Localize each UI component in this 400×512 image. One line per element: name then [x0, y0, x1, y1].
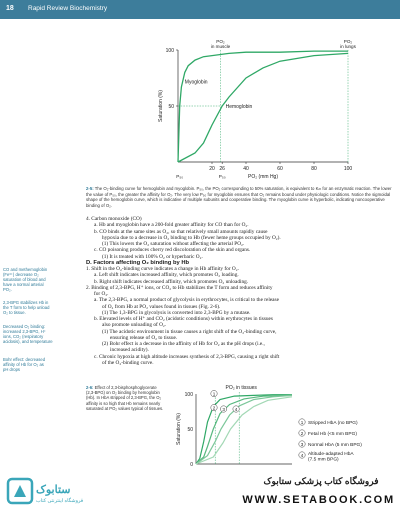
sidebar-note-line: acidosis), and temperature: [3, 339, 53, 344]
sidebar-note-line: CO and methemoglobin: [3, 267, 48, 272]
sidebar-note-line: 2,3-BPG stabilizes Hb in: [3, 300, 49, 305]
sidebar-note-line: ions, CO₂ (respiratory: [3, 334, 44, 339]
body-line: also promote unloading of O₂.: [102, 322, 167, 329]
sidebar-note-line: affinity of Hb for O₂ as: [3, 362, 44, 367]
sidebar-note-line: the T form to help unload: [3, 305, 50, 310]
y-tick-label: 100: [165, 48, 174, 54]
shop-name: فروشگاه کتاب پزشکی ستابوک: [263, 476, 379, 486]
figure-caption-line: tissues.: [147, 405, 164, 411]
logo-subtext: فروشگاه اینترنتی کتاب: [36, 498, 84, 504]
body-line: 4. Carbon monoxide (CO): [86, 216, 142, 222]
sidebar-note-line: Decreased O₂ binding:: [3, 324, 46, 329]
body-line: (2) Bohr effect is a decrease in the affinity of Hb for O₂ as the pH drops (i.e.,: [102, 341, 265, 347]
sidebar-note-line: increased 2,3-BPG, H⁺: [3, 329, 46, 334]
series-marker-number: 1: [212, 391, 216, 397]
x-tick-label: 100: [343, 166, 353, 172]
figure-label: 2-6:: [86, 385, 94, 390]
y-tick-label: 50: [168, 104, 174, 110]
series-line-2: [196, 395, 292, 464]
y-axis-label: Saturation (%): [158, 90, 164, 122]
series-marker-number: 4: [234, 406, 238, 412]
x-tick-label: 80: [311, 166, 317, 172]
page-header: [0, 0, 400, 19]
legend-label: (7.5 mm BPG): [308, 457, 339, 463]
p50-label: P₅₀: [218, 174, 226, 179]
series-label-hemoglobin: Hemoglobin: [225, 104, 253, 111]
body-line: (1) The acidotic environment in tissue causes a right shift of the O₂-binding curve,: [102, 328, 277, 335]
legend-marker-number: 3: [300, 441, 304, 447]
sidebar-note-line: (Fe³⁺) decrease O₂: [3, 272, 39, 277]
body-line: (1) This lowers the O₂ saturation without affecting the arterial PO₂.: [102, 241, 245, 247]
sidebar-note-line: pH drops: [3, 367, 20, 372]
body-line: a. The 2,3-BPG, a normal product of glycolysis in erythrocytes, is critical to the release: [94, 297, 279, 304]
x-tick-label: 40: [243, 166, 249, 172]
series-marker-number: 3: [222, 406, 225, 412]
tissue-label: PO₂ in tissues: [225, 385, 257, 391]
legend-label: Normal HbA (5 mm BPG): [308, 442, 362, 448]
logo-text: ستابوک: [36, 484, 71, 496]
po2-marker-label: in lungs: [340, 44, 356, 49]
series-marker-number: 2: [212, 405, 216, 411]
sidebar-note-line: Bohr effect: decreased: [3, 357, 46, 362]
page-number: 18: [6, 5, 14, 12]
sidebar-note: [3, 357, 75, 372]
body-line: c. Chronic hypoxia at high altitude increases synthesis of 2,3-BPG, causing a right shift: [94, 353, 280, 360]
figure-caption-text: The O₂-binding curve for hemoglobin and myoglobin. P₅₀, the PO₂ corresponding to 50% saturation, is equivalent to Kₘ for an enzymatic reaction. The lower the value of P₅₀, the greater the affinity for O₂. The very low P₅₀ for myoglobin ensures that O₂ remains bound under physiologic conditions. Notice the sigmoidal shape of the hemoglobin curve, which is indicative of multiple subunits and cooperative binding. The myoglobin curve is hyperbolic, indicating noncooperative binding of O₂.: [86, 186, 392, 208]
body-line: b. CO binds at the same sites as O₂, so that relatively small amounts rapidly cause: [94, 228, 268, 235]
body-text: [86, 216, 394, 366]
sidebar-note-line: have a normal arterial: [3, 282, 44, 287]
body-line: (1) The 1,3-BPG in glycolysis is converted into 2,3-BPG by a mutase.: [102, 309, 251, 316]
figure-2-6-caption: [86, 385, 166, 411]
po2-marker-label: in muscle: [210, 44, 231, 49]
section-heading: D. Factors affecting O₂ binding by Hb: [86, 259, 190, 266]
legend-marker-number: 1: [300, 419, 304, 425]
legend-label: Stripped HbA (no BPG): [308, 420, 358, 426]
body-line: ensuring release of O₂ to tissue.: [110, 334, 178, 341]
po2-marker-label: PO₂: [343, 39, 353, 44]
body-line: increased acidity).: [110, 347, 149, 354]
p50-label: P₅₀: [176, 174, 184, 179]
oxygen-binding-chart: [150, 36, 390, 184]
body-line: a. Left shift indicates increased affinity, which promotes O₂ loading.: [94, 272, 239, 279]
body-line: (1) It is treated with 100% O₂ or hyperbaric O₂.: [102, 253, 203, 260]
website-url: WWW.SETABOOK.COM: [242, 494, 395, 506]
bpg-effect-chart: [170, 380, 398, 474]
setabook-logo: [6, 476, 106, 506]
sidebar-note-line: PO₂.: [3, 287, 12, 292]
legend-marker-number: 4: [300, 452, 304, 458]
logo-mark-icon: [6, 476, 106, 506]
body-line: 2. Binding of 2,3-BPG, H⁺ ions, or CO₂ to Hb stabilizes the T form and reduces affinity: [86, 284, 273, 291]
body-line: c. CO poisoning produces cherry red discoloration of the skin and organs.: [94, 247, 251, 254]
running-head: Rapid Review Biochemistry: [28, 5, 108, 12]
sidebar-note-line: saturation of blood and: [3, 277, 46, 282]
body-line: 1. Shift in the O₂-binding curve indicates a change in Hb affinity for O₂.: [86, 266, 239, 272]
y-tick-label: 0: [190, 462, 193, 468]
body-line: b. Right shift indicates decreased affinity, which promotes O₂ unloading.: [94, 278, 249, 285]
body-line: for O₂.: [94, 291, 109, 297]
y-axis-label: Saturation (%): [176, 413, 182, 445]
series-line-1: [196, 395, 292, 464]
body-line: a. Hb and myoglobin have a 200-fold greater affinity for CO than for O₂.: [94, 222, 249, 229]
y-tick-label: 100: [184, 392, 193, 398]
legend-label: Altitude-adapted HbA: [308, 452, 354, 457]
figure-caption-line: O₂ affinity is so high that Hb remains: [86, 395, 162, 406]
body-line: b. Elevated levels of H⁺ and CO₂ (acidotic conditions) within erythrocytes in tissues: [94, 316, 273, 322]
x-tick-label: 60: [277, 166, 283, 172]
figure-caption-line: nearly saturated at PO₂ values typical of: [86, 400, 161, 411]
legend-marker-number: 2: [300, 430, 304, 436]
body-line: of O₂ from Hb at PO₂ values found in tissues (Fig. 2-6).: [102, 303, 221, 310]
po2-marker-label: PO₂: [216, 39, 225, 44]
sidebar-note-line: O₂ to tissue.: [3, 310, 26, 315]
figure-2-5-caption: [86, 186, 394, 208]
x-tick-label: 26: [219, 166, 225, 172]
series-line-4: [196, 397, 292, 464]
series-line-3: [196, 395, 292, 464]
body-line: of the O₂-binding curve.: [102, 359, 154, 366]
y-tick-label: 50: [187, 427, 193, 433]
figure-caption-line: (Hb). In HbA stripped of 2,3-BPG, the: [86, 395, 156, 401]
figure-label: 2-5:: [86, 186, 94, 191]
sidebar-note: [3, 267, 75, 292]
series-line-hemoglobin: [178, 53, 348, 162]
x-axis-label: PO₂ (mm Hg): [248, 174, 278, 180]
figure-caption-line: (2,3-BPG) on O₂ binding by hemoglobin: [86, 390, 160, 396]
sidebar-note: [3, 324, 75, 344]
sidebar-note: [3, 300, 75, 315]
x-tick-label: 20: [209, 166, 215, 172]
figure-caption-line: Effect of 2,3-bisphosphoglycerate: [94, 385, 157, 390]
legend-label: Fetal Hb (<5 mm BPG): [308, 431, 357, 437]
series-label-myoglobin: Myoglobin: [184, 79, 208, 86]
body-line: hypoxia due to a decrease in O₂ binding to Hb (fewer heme groups occupied by O₂).: [102, 234, 281, 241]
